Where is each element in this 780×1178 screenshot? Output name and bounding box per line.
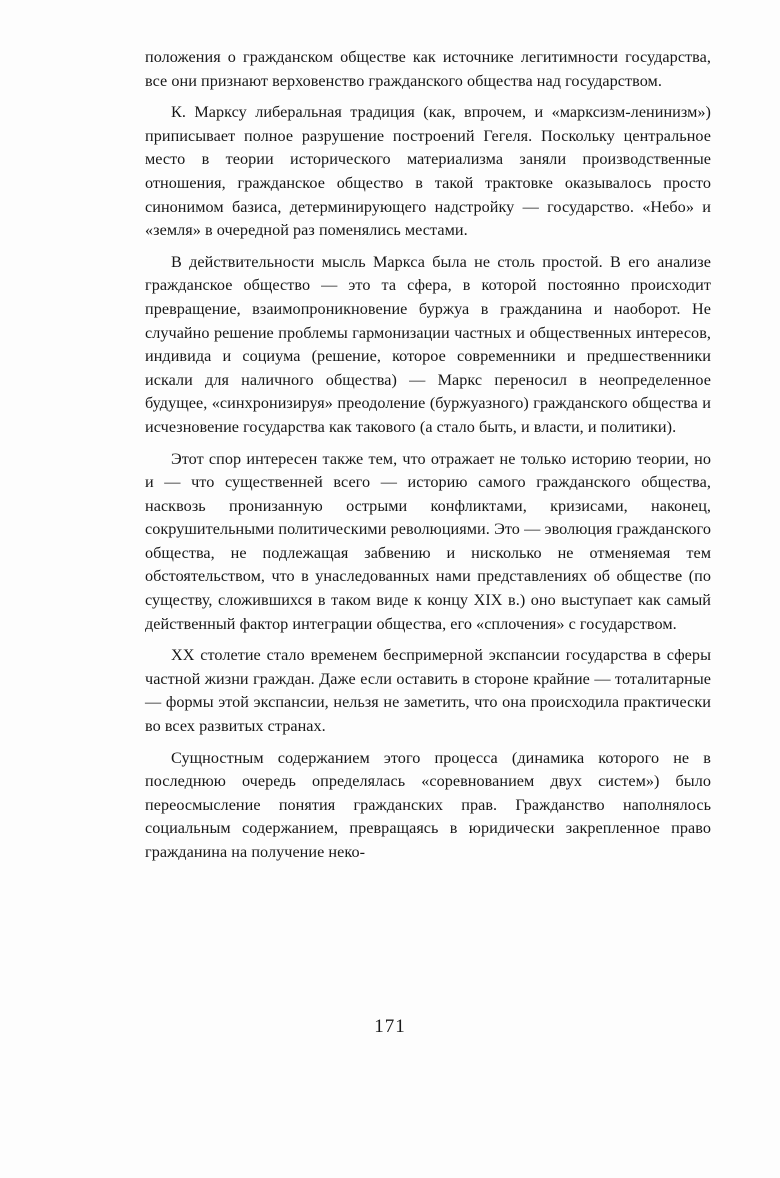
paragraph-marx-thought: В действительности мысль Маркса была не столь простой. В его анализе гражданское общество — это та сфера, в которой постоянно происходит превращение, взаимопроникновение буржуа в гражданина и наоборот. Не случайно решение проблемы гармонизации частных и общественных интересов, индивида и социума (решение, которое современники и предшественники искали для наличного общества) — Маркс переносил в неопределенное будущее, «синхронизируя» преодоление (буржуазного) гражданского общества и исчезновение государства как такового (а стало быть, и власти, и политики). (145, 252, 711, 436)
paragraph-essence: Сущностным содержанием этого процесса (динамика которого не в последнюю очередь определялась «соревнованием двух систем») было переосмысление понятия гражданских прав. Гражданство наполнялось социальным содержанием, превращаясь в юридически закрепленное право гражданина на получение неко- (145, 748, 711, 861)
paragraph-continued: положения о гражданском обществе как источнике легитимности государства, все они признают верховенство гражданского общества над государством. (145, 48, 711, 90)
paragraph-dispute: Этот спор интересен также тем, что отражает не только историю теории, но и — что существенней всего — историю самого гражданского общества, насквозь пронизанную острыми конфликтами, кризисами, наконец, сокрушительными политическими революциями. Это — эволюция гражданского общества, не подлежащая забвению и нисколько не отменяемая тем обстоятельством, что в унаследованных нами представлениях об обществе (по существу, сложившихся в таком виде к концу XIX в.) оно выступает как самый действенный фактор интеграции общества, его «сплочения» с государством. (145, 449, 711, 633)
page-number: 171 (374, 1016, 406, 1037)
paragraph-xx-century: XX столетие стало временем беспримерной экспансии государства в сферы частной жизни граждан. Даже если оставить в стороне крайние — тоталитарные — формы этой экспансии, нельзя не заметить, что она происходила практически во всех развитых странах. (145, 646, 711, 736)
body-text (145, 46, 711, 873)
paragraph-marx-liberal: К. Марксу либеральная традиция (как, впрочем, и «марксизм-ленинизм») приписывает полное разрушение построений Гегеля. Поскольку центральное место в теории исторического материализма заняли производственные отношения, гражданское общество в такой трактовке оказывалось просто синонимом базиса, детерминирующего надстройку — государство. «Небо» и «земля» в очередной раз поменялись местами. (145, 103, 711, 240)
